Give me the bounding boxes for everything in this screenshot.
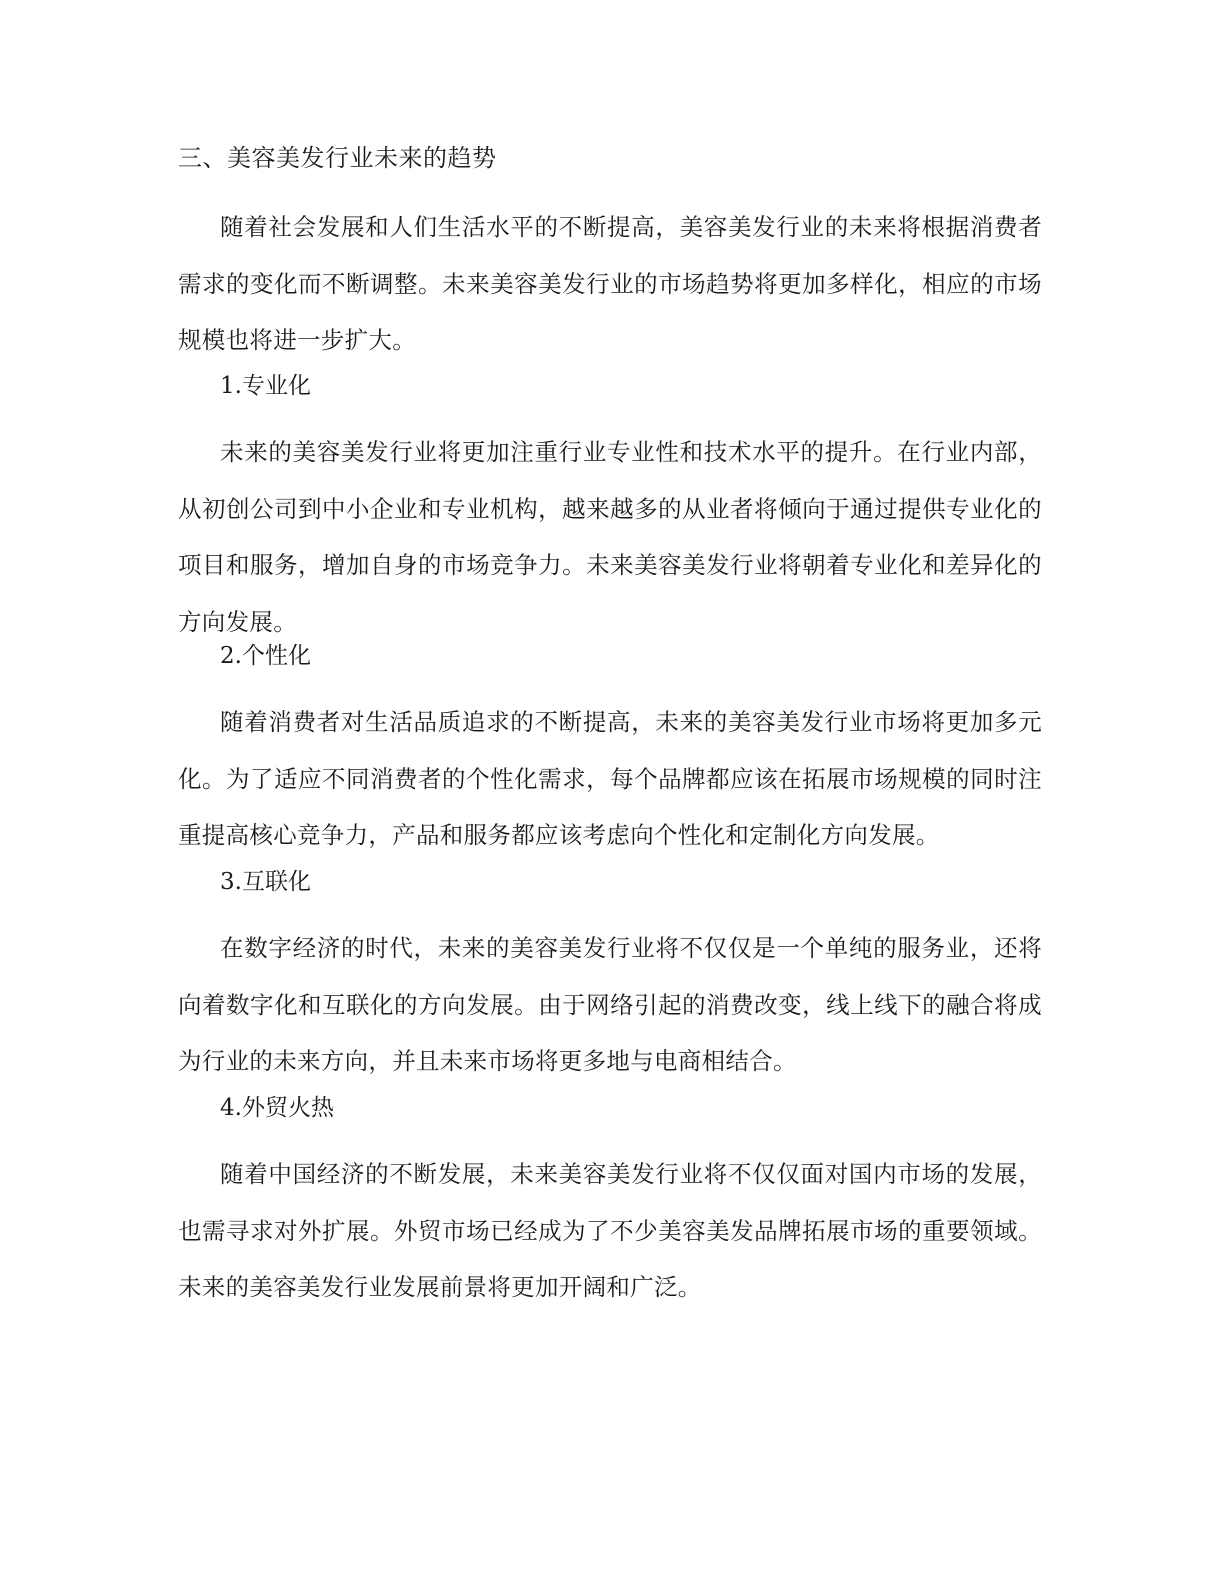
- item-body-connected: 在数字经济的时代，未来的美容美发行业将不仅仅是一个单纯的服务业，还将向着数字化和互联化的方向发展。由于网络引起的消费改变，线上线下的融合将成为行业的未来方向，并且未来市场将更多地与电商相结合。: [178, 934, 1042, 1075]
- item-body-personalized: 随着消费者对生活品质追求的不断提高，未来的美容美发行业市场将更加多元化。为了适应不同消费者的个性化需求，每个品牌都应该在拓展市场规模的同时注重提高核心竞争力，产品和服务都应该考虑向个性化和定制化方向发展。: [178, 708, 1042, 849]
- item-body-professional: 未来的美容美发行业将更加注重行业专业性和技术水平的提升。在行业内部，从初创公司到中小企业和专业机构，越来越多的从业者将倾向于通过提供专业化的项目和服务，增加自身的市场竞争力。未来美容美发行业将朝着专业化和差异化的方向发展。: [178, 438, 1042, 636]
- item-heading-personalized: 2.个性化: [220, 643, 311, 669]
- section-title: 三、美容美发行业未来的趋势: [178, 144, 497, 172]
- item-heading-professional: 1.专业化: [220, 373, 311, 399]
- item-body-foreign-trade: 随着中国经济的不断发展，未来美容美发行业将不仅仅面对国内市场的发展，也需寻求对外扩展。外贸市场已经成为了不少美容美发品牌拓展市场的重要领域。未来的美容美发行业发展前景将更加开阔和广泛。: [178, 1160, 1042, 1301]
- item-heading-connected: 3.互联化: [220, 869, 311, 895]
- item-heading-foreign-trade: 4.外贸火热: [220, 1095, 334, 1121]
- intro-paragraph: 随着社会发展和人们生活水平的不断提高，美容美发行业的未来将根据消费者需求的变化而不断调整。未来美容美发行业的市场趋势将更加多样化，相应的市场规模也将进一步扩大。: [178, 213, 1042, 354]
